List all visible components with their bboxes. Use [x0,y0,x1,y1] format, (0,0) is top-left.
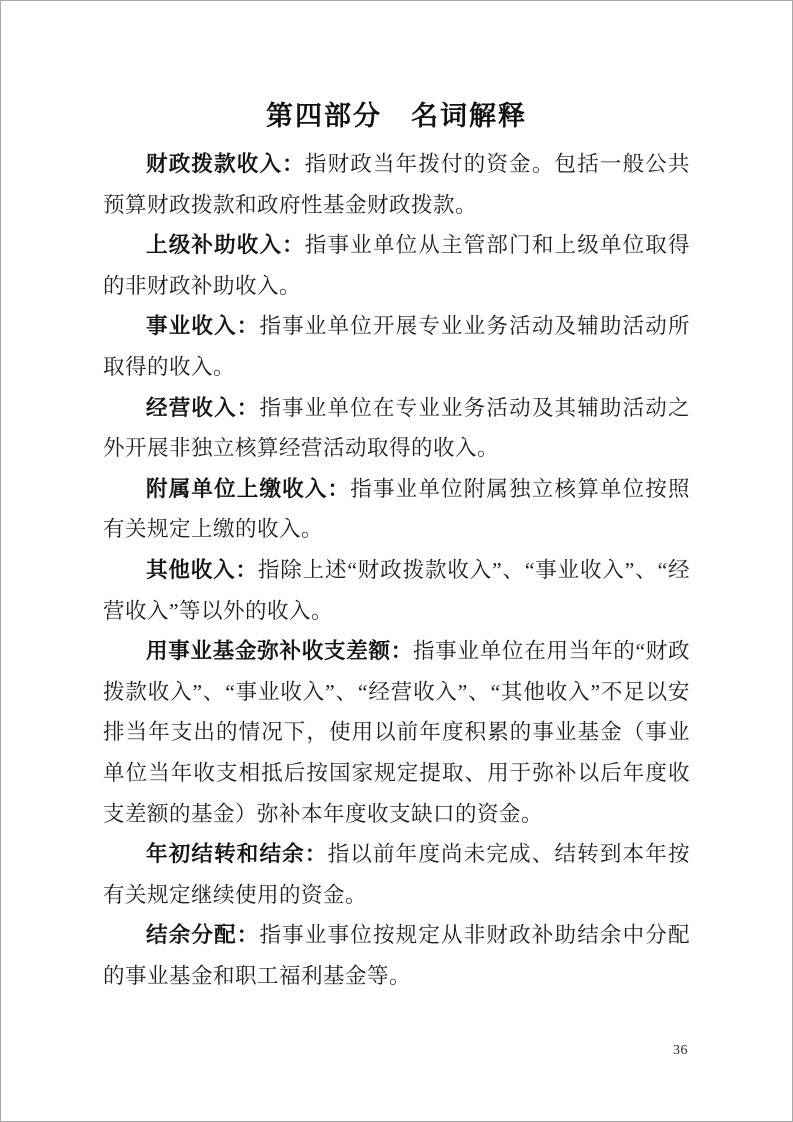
term-definition: 指事业单位附属独立核算单位按照有关规定上缴的收入。 [103,476,690,542]
term-label: 用事业基金弥补收支差额： [146,639,413,664]
definition-paragraph [103,306,690,387]
term-label: 结余分配： [146,923,260,948]
definition-paragraph [103,469,690,550]
term-label: 财政拨款收入： [146,152,305,176]
page-number: 36 [673,1043,688,1058]
term-label: 其他收入： [146,557,258,582]
definition-paragraph [103,388,690,469]
term-definition: 指财政当年拨付的资金。包括一般公共预算财政拨款和政府性基金财政拨款。 [103,152,690,217]
term-label: 事业收入： [146,314,260,339]
term-definition: 指除上述“财政拨款收入”、“事业收入”、“经营收入”等以外的收入。 [103,557,690,623]
term-definition: 指以前年度尚未完成、结转到本年按有关规定继续使用的资金。 [103,842,690,907]
term-definition: 指事业单位在用当年的“财政拨款收入”、“事业收入”、“经营收入”、“其他收入”不足以安排当年支出的情况下，使用以前年度积累的事业基金（事业单位当年收支相抵后按国家规定提取、用于弥补以后年度收支差额的基金）弥补本年度收支缺口的资金。 [103,639,690,826]
term-definition: 指事业单位从主管部门和上级单位取得的非财政补助收入。 [103,233,690,298]
term-definition: 指事业单位开展专业业务活动及辅助活动所取得的收入。 [103,314,690,379]
term-label: 经营收入： [146,395,260,420]
term-definition: 指事业单位在专业业务活动及其辅助活动之外开展非独立核算经营活动取得的收入。 [103,395,690,461]
definition-paragraph [103,225,690,306]
term-label: 附属单位上缴收入： [146,476,351,501]
definition-paragraph [103,631,690,834]
definition-paragraph [103,915,690,996]
definition-paragraph [103,144,690,225]
term-label: 年初结转和结余： [146,842,328,867]
term-definition: 指事业事位按规定从非财政补助结余中分配的事业基金和职工福利基金等。 [103,923,690,988]
term-label: 上级补助收入： [146,233,305,258]
definition-paragraph [103,550,690,631]
page-title: 第四部分 名词解释 [266,101,527,131]
page-content [1,1,792,996]
definition-paragraph [103,834,690,915]
definitions-section [103,144,690,996]
